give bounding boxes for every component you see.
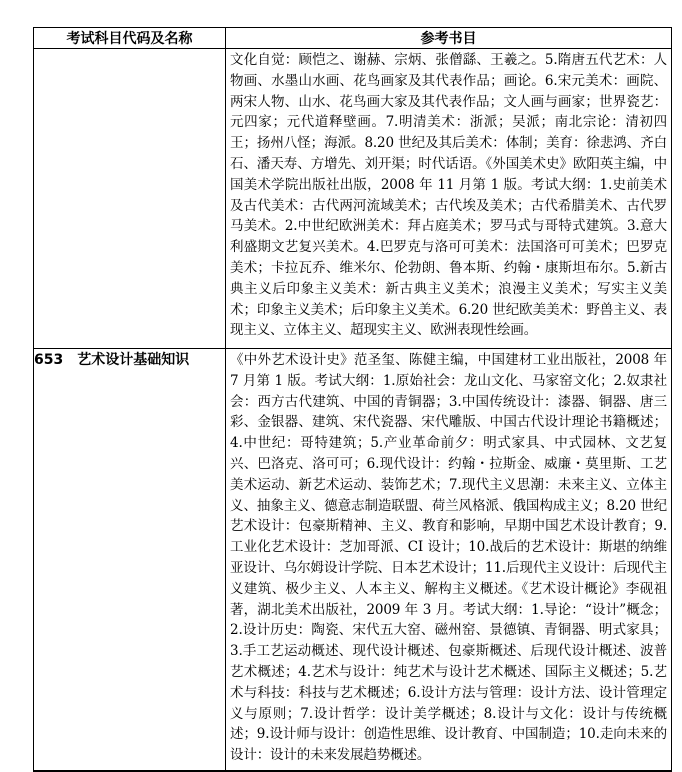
books-text: 《中外艺术设计史》范圣玺、陈健主编，中国建材工业出版社，2008 年 7 月第 1 版。考试大纲：1.原始社会：龙山文化、马家窑文化；2.奴隶社会：西方古代建筑、中国的青铜器；3.中国传统设计：漆器、铜器、唐三彩、金银器、建筑、宋代瓷器、宋代雕版、中国古代设计理论书籍概述；4.中世纪：哥特建筑；5.产业革命前夕：明式家具、中式园林、文艺复兴、巴洛克、洛可可；6.现代设计：约翰・拉斯金、威廉・莫里斯、工艺美术运动、新艺术运动、装饰艺术；7.现代主义思潮：未来主义、立体主义、抽象主义、德意志制造联盟、荷兰风格派、俄国构成主义；8.20 世纪艺术设计：包豪斯精神、主义、教育和影响，早期中国艺术设计教育；9.工业化艺术设计：芝加哥派、CI 设计；10.战后的艺术设计：斯堪的纳维亚设计、乌尔姆设计学院、日本艺术设计；11.后现代主义设计：后现代主义建筑、极少主义、人本主义、解构主义概述。《艺术设计概论》李砚祖著，湖北美术出版社，2009 年 3 月。考试大纲：1.导论：“设计”概念；2.设计历史：陶瓷、宋代五大窑、磁州窑、景德镇、青铜器、明式家具；3.手工艺运动概述、现代设计概述、包豪斯概述、后现代设计概述、波普艺术概述；4.艺术与设计：纯艺术与设计艺术概述、国际主义概述；5.艺术与科技：科技与艺术概述；6.设计方法与管理：设计方法、设计管理定义与原则；7.设计哲学：设计美学概述；8.设计与文化：设计与传统概述；9.设计师与设计：创造性思维、设计教育、中国制造；10.走向未来的设计：设计的未来发展趋势概述。 <box>230 352 667 764</box>
subject-cell: 653 艺术设计基础知识 <box>34 349 226 772</box>
header-books: 参考书目 <box>226 28 672 49</box>
books-text: 文化自觉：顾恺之、谢赫、宗炳、张僧繇、王羲之。5.隋唐五代艺术：人物画、水墨山水画、花鸟画家及其代表作品；画论。6.宋元美术：画院、两宋人物、山水、花鸟画大家及其代表作品；文人画与画家；世界瓷艺：元四家；元代道释壁画。7.明清美术：浙派；吴派；南北宗论：清初四王；扬州八怪；海派。8.20 世纪及其后美术：体制；美育：徐悲鸿、齐白石、潘天寿、方增先、刘开渠；时代话语。《外国美术史》欧阳英主编，中国美术学院出版社出版，2008 年 11 月第 1 版。考试大纲：1.史前美术及古代美术：古代两河流域美术；古代埃及美术；古代希腊美术、古代罗马美术。2.中世纪欧洲美术：拜占庭美术；罗马式与哥特式建筑。3.意大利盛期文艺复兴美术。4.巴罗克与洛可可美术：法国洛可可美术；巴罗克美术；卡拉瓦乔、维米尔、伦勃朗、鲁本斯、约翰・康斯坦布尔。5.新古典主义后印象主义美术：新古典主义美术；浪漫主义美术；写实主义美术；印象主义美术；后印象主义美术。6.20 世纪欧美美术：野兽主义、表现主义、立体主义、超现实主义、欧洲表现性绘画。 <box>230 52 667 339</box>
subject-cell <box>34 49 226 349</box>
table-row <box>34 349 672 772</box>
table-row <box>34 49 672 349</box>
header-subject: 考试科目代码及名称 <box>34 28 226 49</box>
books-cell <box>226 49 672 349</box>
table-header-row <box>34 28 672 49</box>
books-cell <box>226 349 672 772</box>
reference-books-table <box>33 27 672 772</box>
